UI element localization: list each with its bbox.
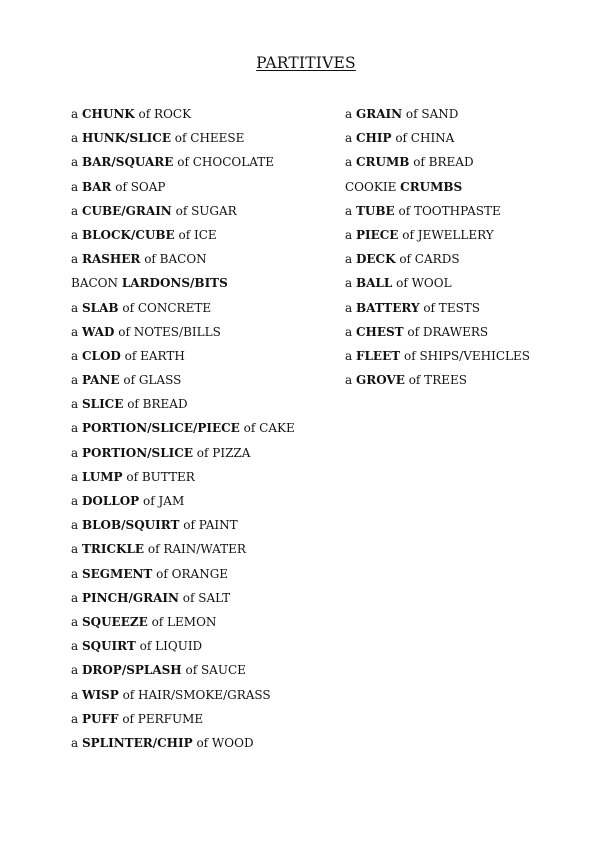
partitive-word: PIECE xyxy=(355,227,399,242)
partitive-word: SLICE xyxy=(81,397,124,412)
partitive-word: SLAB xyxy=(81,300,119,315)
entry-suffix: of CHEESE xyxy=(170,131,245,146)
partitive-entry xyxy=(71,662,295,686)
partitive-word: PORTION/SLICE xyxy=(81,445,193,460)
entry-prefix: a xyxy=(71,300,82,315)
entry-prefix: a xyxy=(71,131,82,146)
partitive-word: PANE xyxy=(81,373,120,388)
entry-suffix: of JAM xyxy=(139,494,185,508)
partitive-entry xyxy=(345,324,530,348)
entry-prefix: BACON xyxy=(71,276,122,291)
entry-suffix: of WOOD xyxy=(192,735,254,750)
partitive-word: DECK xyxy=(355,252,396,267)
partitive-entry xyxy=(71,517,295,541)
entry-prefix: a xyxy=(71,445,82,460)
partitive-word: BAR/SQUARE xyxy=(81,155,174,170)
entry-prefix: a xyxy=(345,252,356,267)
entry-prefix: a xyxy=(71,348,82,363)
partitive-entry xyxy=(71,590,295,614)
partitive-word: WAD xyxy=(81,324,115,339)
partitive-word: BAR xyxy=(81,179,112,194)
partitive-entry xyxy=(71,324,295,348)
partitive-word: CUBE/GRAIN xyxy=(81,203,172,218)
partitive-entry xyxy=(345,275,530,299)
entry-suffix: of CHINA xyxy=(391,131,455,146)
entry-prefix: a xyxy=(71,614,82,629)
entry-prefix: a xyxy=(345,300,356,315)
partitive-entry xyxy=(71,396,295,420)
entry-suffix: of BUTTER xyxy=(122,469,195,484)
entry-prefix: a xyxy=(345,373,356,388)
partitive-entry xyxy=(345,154,530,178)
partitive-word: DOLLOP xyxy=(81,494,140,508)
entry-suffix: of EARTH xyxy=(120,348,185,363)
entry-prefix: a xyxy=(71,735,82,750)
entry-suffix: of WOOL xyxy=(392,276,452,291)
entry-suffix: of SAUCE xyxy=(181,663,246,678)
partitive-word: CHUNK xyxy=(81,107,135,121)
partitive-entry xyxy=(71,130,295,154)
entry-prefix: a xyxy=(71,469,82,484)
partitive-word: BALL xyxy=(355,276,393,291)
partitive-entry xyxy=(71,614,295,638)
partitive-word: TUBE xyxy=(355,203,395,218)
partitive-entry xyxy=(71,566,295,590)
entry-suffix: of NOTES/BILLS xyxy=(114,324,221,339)
entry-suffix: of PAINT xyxy=(179,518,238,533)
entry-suffix: of SUGAR xyxy=(171,203,237,218)
partitive-entry xyxy=(71,711,295,735)
partitive-entry xyxy=(71,687,295,711)
entry-prefix: a xyxy=(71,687,82,702)
entry-suffix: of SOAP xyxy=(111,179,166,194)
entry-prefix: a xyxy=(71,107,82,121)
partitive-word: PUFF xyxy=(81,711,119,726)
partitive-word: PINCH/GRAIN xyxy=(81,590,179,605)
entry-prefix: a xyxy=(71,711,82,726)
partitive-entry xyxy=(71,227,295,251)
entry-prefix: a xyxy=(71,397,82,412)
entry-prefix: a xyxy=(71,494,82,508)
partitive-word: LUMP xyxy=(81,469,123,484)
entry-suffix: of SHIPS/VEHICLES xyxy=(400,348,530,363)
entry-suffix: of HAIR/SMOKE/GRASS xyxy=(118,687,271,702)
partitive-entry xyxy=(345,106,530,130)
partitive-word: WISP xyxy=(81,687,119,702)
partitive-entry xyxy=(71,493,295,517)
partitive-entry xyxy=(71,348,295,372)
entry-suffix: of ORANGE xyxy=(152,566,229,581)
partitive-word: CHEST xyxy=(355,324,404,339)
partitive-word: SPLINTER/CHIP xyxy=(81,735,193,750)
entry-prefix: a xyxy=(345,227,356,242)
partitive-entry xyxy=(71,179,295,203)
partitive-entry xyxy=(71,251,295,275)
partitive-entry xyxy=(345,251,530,275)
entry-prefix: a xyxy=(71,179,82,194)
entry-suffix: of PIZZA xyxy=(192,445,251,460)
entry-suffix: of ICE xyxy=(174,227,217,242)
partitive-entry xyxy=(345,203,530,227)
partitive-word: SQUEEZE xyxy=(81,614,148,629)
partitive-word: GRAIN xyxy=(355,107,403,121)
partitive-word: DROP/SPLASH xyxy=(81,663,182,678)
entry-suffix: of ROCK xyxy=(134,107,192,121)
entry-prefix: a xyxy=(71,566,82,581)
entry-suffix: of TOOTHPASTE xyxy=(394,203,501,218)
entry-suffix: of LIQUID xyxy=(135,639,203,654)
partitive-word: HUNK/SLICE xyxy=(81,131,171,146)
partitive-entry xyxy=(345,300,530,324)
partitive-entry xyxy=(345,227,530,251)
entry-prefix: a xyxy=(345,107,356,121)
partitive-entry xyxy=(71,420,295,444)
entry-prefix: a xyxy=(345,348,356,363)
partitive-word: CHIP xyxy=(355,131,392,146)
entry-prefix: COOKIE xyxy=(345,179,401,194)
partitive-word: CLOD xyxy=(81,348,121,363)
partitive-entry xyxy=(345,348,530,372)
right-column-list xyxy=(345,106,530,396)
entry-prefix: a xyxy=(71,373,82,388)
entry-prefix: a xyxy=(345,324,356,339)
partitive-entry xyxy=(71,638,295,662)
partitive-entry xyxy=(71,203,295,227)
entry-suffix: of BREAD xyxy=(123,397,188,412)
partitive-entry xyxy=(71,372,295,396)
entry-prefix: a xyxy=(345,155,356,170)
partitive-word: LARDONS/BITS xyxy=(121,276,228,291)
partitive-word: SQUIRT xyxy=(81,639,136,654)
entry-prefix: a xyxy=(71,203,82,218)
entry-suffix: of TREES xyxy=(404,373,467,388)
partitive-word: RASHER xyxy=(81,252,141,267)
entry-suffix: of CONCRETE xyxy=(118,300,212,315)
entry-suffix: of GLASS xyxy=(119,373,182,388)
entry-prefix: a xyxy=(71,252,82,267)
entry-prefix: a xyxy=(71,155,82,170)
partitive-word: SEGMENT xyxy=(81,566,153,581)
partitive-entry xyxy=(345,179,530,203)
partitive-entry xyxy=(71,541,295,565)
entry-prefix: a xyxy=(71,518,82,533)
partitive-entry xyxy=(71,469,295,493)
partitive-word: CRUMBS xyxy=(400,179,463,194)
entry-prefix: a xyxy=(71,421,82,436)
entry-prefix: a xyxy=(71,639,82,654)
entry-prefix: a xyxy=(71,663,82,678)
partitive-word: GROVE xyxy=(355,373,405,388)
entry-suffix: of PERFUME xyxy=(118,711,204,726)
partitive-word: FLEET xyxy=(355,348,401,363)
entry-prefix: a xyxy=(345,276,356,291)
entry-suffix: of CHOCOLATE xyxy=(173,155,274,170)
entry-prefix: a xyxy=(71,590,82,605)
entry-prefix: a xyxy=(345,203,356,218)
entry-suffix: of RAIN/WATER xyxy=(144,542,246,557)
entry-suffix: of LEMON xyxy=(147,614,217,629)
entry-suffix: of TESTS xyxy=(419,300,481,315)
entry-suffix: of CAKE xyxy=(239,421,295,436)
entry-suffix: of BREAD xyxy=(409,155,474,170)
partitive-word: BLOB/SQUIRT xyxy=(81,518,180,533)
partitive-entry xyxy=(345,130,530,154)
partitive-entry xyxy=(71,275,295,299)
partitive-entry xyxy=(71,106,295,130)
page-title: PARTITIVES xyxy=(256,54,356,72)
partitive-entry xyxy=(345,372,530,396)
entry-suffix: of JEWELLERY xyxy=(398,227,494,242)
partitive-entry xyxy=(71,154,295,178)
partitive-entry xyxy=(71,300,295,324)
entry-prefix: a xyxy=(71,324,82,339)
partitive-entry xyxy=(71,735,295,759)
partitive-word: TRICKLE xyxy=(81,542,145,557)
entry-suffix: of SAND xyxy=(402,107,459,121)
left-column-list xyxy=(71,106,295,759)
entry-suffix: of BACON xyxy=(140,252,207,267)
partitive-entry xyxy=(71,445,295,469)
partitive-word: BATTERY xyxy=(355,300,420,315)
partitive-word: CRUMB xyxy=(355,155,410,170)
entry-suffix: of SALT xyxy=(178,590,231,605)
entry-prefix: a xyxy=(71,227,82,242)
partitive-word: BLOCK/CUBE xyxy=(81,227,175,242)
partitive-word: PORTION/SLICE/PIECE xyxy=(81,421,240,436)
entry-suffix: of CARDS xyxy=(395,252,460,267)
entry-prefix: a xyxy=(71,542,82,557)
entry-prefix: a xyxy=(345,131,356,146)
entry-suffix: of DRAWERS xyxy=(403,324,489,339)
